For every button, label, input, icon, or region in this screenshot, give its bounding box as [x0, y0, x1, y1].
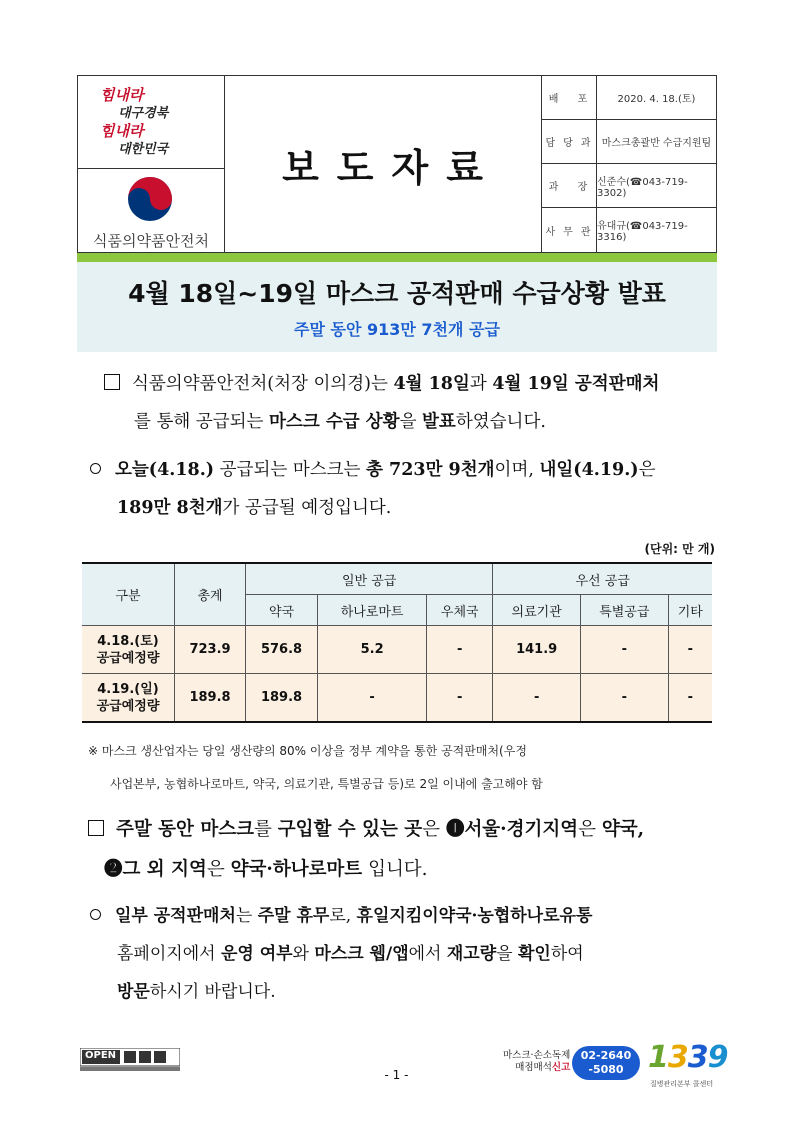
col-header-priority: 우선 공급 — [493, 563, 712, 595]
accent-bar — [77, 253, 717, 262]
slogan-line-2: 힘내라 — [100, 122, 144, 140]
report-phone-badge: 02-2640 -5080 — [572, 1046, 640, 1080]
slogan-panel — [78, 76, 224, 169]
main-headline: 4월 18일~19일 마스크 공적판매 수급상황 발표 — [128, 279, 666, 308]
slogan-line-1b: 대구경북 — [118, 106, 169, 121]
table-cell: - — [580, 626, 668, 674]
header-row-officer: 사무관 유대규(☎043-719-3316) — [542, 208, 716, 252]
table-header-row — [82, 563, 712, 595]
table-cell: 723.9 — [175, 626, 246, 674]
subcol-special: 특별공급 — [580, 595, 668, 626]
table-cell: - — [668, 626, 712, 674]
table-cell: - — [668, 674, 712, 723]
table-cell: - — [318, 674, 427, 723]
agency-name: 식품의약품안전처 — [93, 232, 209, 250]
logo-panel — [78, 76, 225, 252]
header-row-department: 담당과 마스크총괄반 수급지원팀 — [542, 120, 716, 164]
circle-bullet-icon — [90, 909, 101, 920]
table-row — [82, 626, 712, 674]
paragraph-1-line-1: 식품의약품안전처(처장 이의경)는 4월 18일과 4월 19일 공적판매처 — [104, 366, 659, 402]
paragraph-1-line-2: 를 통해 공급되는 마스크 수급 상황을 발표하였습니다. — [134, 412, 546, 432]
col-header-category: 구분 — [82, 563, 175, 626]
circle-bullet-icon — [90, 463, 101, 474]
mask-supply-table — [82, 562, 712, 723]
slogan-line-2b: 대한민국 — [118, 142, 169, 157]
checkbox-bullet-icon — [88, 820, 104, 836]
sub-headline: 주말 동안 913만 7천개 공급 — [294, 320, 500, 339]
table-cell: - — [580, 674, 668, 723]
table-cell: - — [427, 626, 493, 674]
table-cell: 189.8 — [246, 674, 318, 723]
subcol-hanaro: 하나로마트 — [318, 595, 427, 626]
table-cell: 576.8 — [246, 626, 318, 674]
subcol-medical: 의료기관 — [493, 595, 581, 626]
footnote: ※ 마스크 생산업자는 당일 생산량의 80% 이상을 정부 계약을 통한 공적판매처(우정 사업본부, 농협하나로마트, 약국, 의료기관, 특별공급 등)로 2일 이내에 출고해야 함 — [88, 744, 543, 791]
paragraph-2-line-2: 189만 8천개가 공급될 예정입니다. — [117, 498, 392, 518]
table-cell: 141.9 — [493, 626, 581, 674]
table-cell: - — [427, 674, 493, 723]
row-label: 4.18.(토) 공급예정량 — [82, 626, 175, 674]
page-number: - 1 - — [384, 1068, 409, 1082]
col-header-total: 총계 — [175, 563, 246, 626]
slogan-line-1: 힘내라 — [100, 86, 144, 104]
paragraph-4-line-3: 방문하시기 바랍니다. — [117, 982, 276, 1002]
hotline-logo: 1339 — [648, 1040, 728, 1075]
taegeuk-emblem-icon — [127, 176, 173, 222]
table-unit: (단위: 만 개) — [644, 542, 715, 556]
paragraph-3-line-1: 주말 동안 마스크를 구입할 수 있는 곳은 ❶서울·경기지역은 약국, — [88, 812, 644, 848]
subcol-other: 기타 — [668, 595, 712, 626]
table-row — [82, 674, 712, 723]
headline-box — [77, 262, 717, 352]
row-label: 4.19.(일) 공급예정량 — [82, 674, 175, 723]
table-cell: 5.2 — [318, 626, 427, 674]
paragraph-4-line-1: 일부 공적판매처는 주말 휴무로, 휴일지킴이약국·농협하나로유통 — [90, 898, 592, 934]
paragraph-3-line-2: ❷그 외 지역은 약국·하나로마트 입니다. — [104, 859, 428, 880]
document-title: 보도자료 — [224, 76, 542, 252]
table-cell: 189.8 — [175, 674, 246, 723]
subcol-post-office: 우체국 — [427, 595, 493, 626]
paragraph-2-line-1: 오늘(4.18.) 공급되는 마스크는 총 723만 9천개이며, 내일(4.19.)은 — [90, 452, 655, 488]
open-license-badge: OPEN — [80, 1048, 180, 1076]
report-label: 마스크·손소독제 매점매석신고 — [503, 1050, 571, 1073]
subcol-pharmacy: 약국 — [246, 595, 318, 626]
checkbox-bullet-icon — [104, 374, 120, 390]
header-row-distribution: 배 포 2020. 4. 18.(토) — [542, 76, 716, 120]
press-header — [77, 75, 717, 253]
table-cell: - — [493, 674, 581, 723]
header-row-director: 과 장 신준수(☎043-719-3302) — [542, 164, 716, 208]
col-header-general: 일반 공급 — [246, 563, 493, 595]
hotline-caption: 질병관리본부 콜센터 — [650, 1080, 714, 1088]
paragraph-4-line-2: 홈페이지에서 운영 여부와 마스크 웹/앱에서 재고량을 확인하여 — [117, 944, 584, 964]
